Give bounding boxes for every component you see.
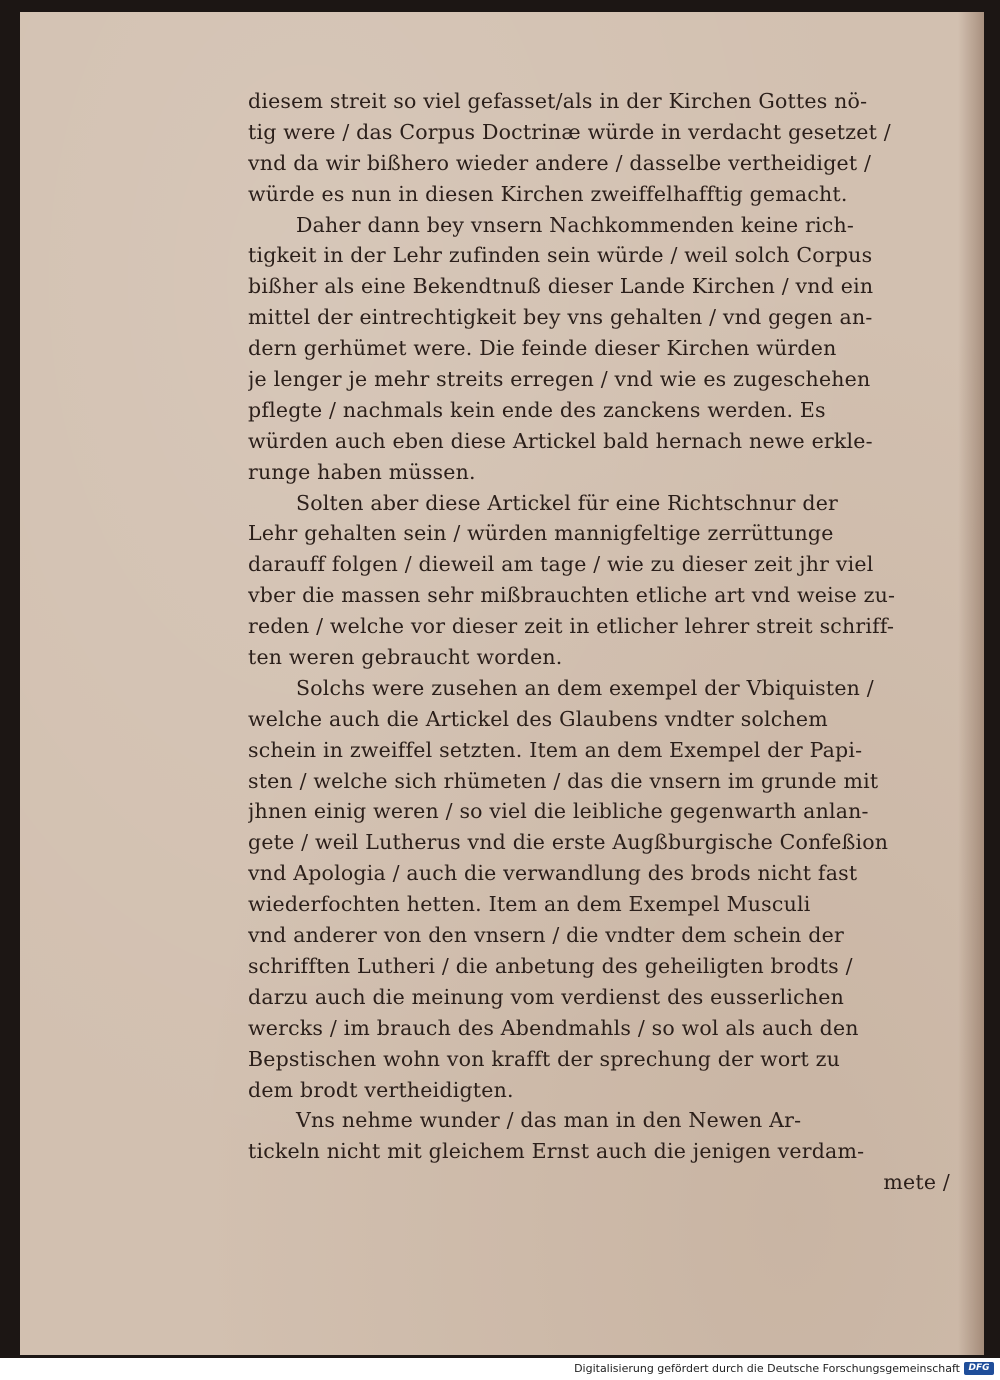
text-line: diesem streit so viel gefasset/als in der Kirchen Gottes nö-	[248, 89, 868, 113]
text-line: Bepstischen wohn von krafft der sprechung der wort zu	[248, 1046, 841, 1071]
text-line: bißher als eine Bekendtnuß dieser Lande Kirchen / vnd ein	[248, 274, 874, 299]
scanned-page	[20, 12, 984, 1355]
text-line: vnd Apologia / auch die verwandlung des brods nicht fast	[248, 861, 858, 886]
text-line: welche auch die Artickel des Glaubens vndter solchem	[248, 706, 828, 731]
text-line: mittel der eintrechtigkeit bey vns gehalten / vnd gegen an-	[248, 305, 873, 330]
text-line: runge haben müssen.	[248, 459, 476, 484]
text-line: schrifften Lutheri / die anbetung des geheiligten brodts /	[248, 953, 853, 978]
text-line: gete / weil Lutherus vnd die erste Augßburgische Confeßion	[248, 830, 889, 855]
text-line: Solchs were zusehen an dem exempel der Vbiquisten /	[296, 675, 874, 700]
text-line: darauff folgen / dieweil am tage / wie zu dieser zeit jhr viel	[248, 552, 874, 577]
text-line: dem brodt vertheidigten.	[248, 1077, 514, 1102]
text-line: tickeln nicht mit gleichem Ernst auch die jenigen verdam-	[248, 1139, 865, 1164]
text-line: je lenger je mehr streits erregen / vnd wie es zugeschehen	[248, 367, 871, 392]
page-text-block	[248, 86, 960, 1198]
text-line: tig were / das Corpus Doctrinæ würde in verdacht gesetzet /	[248, 119, 891, 144]
text-line: pflegte / nachmals kein ende des zanckens werden. Es	[248, 397, 826, 422]
text-line: Vns nehme wunder / das man in den Newen Ar-	[296, 1108, 802, 1133]
text-line: wercks / im brauch des Abendmahls / so wol als auch den	[248, 1015, 859, 1040]
text-line: würden auch eben diese Artickel bald hernach newe erkle-	[248, 428, 873, 453]
text-line: Solten aber diese Artickel für eine Richtschnur der	[296, 490, 839, 515]
text-line: schein in zweiffel setzten. Item an dem Exempel der Papi-	[248, 737, 863, 762]
text-line: ten weren gebraucht worden.	[248, 645, 563, 670]
text-line: vnd da wir bißhero wieder andere / dasselbe vertheidiget /	[248, 150, 872, 175]
dfg-logo[interactable]: DFG	[964, 1362, 994, 1375]
funding-credit: Digitalisierung gefördert durch die Deutsche Forschungsgemeinschaft	[574, 1362, 960, 1375]
page-edge-shadow	[958, 12, 984, 1355]
text-line: Daher dann bey vnsern Nachkommenden keine rich-	[296, 212, 855, 237]
text-line: sten / welche sich rhümeten / das die vnsern im grunde mit	[248, 768, 879, 793]
text-line: tigkeit in der Lehr zufinden sein würde / weil solch Corpus	[248, 243, 873, 268]
text-line: wiederfochten hetten. Item an dem Exempel Musculi	[248, 892, 811, 917]
text-line: darzu auch die meinung vom verdienst des eusserlichen	[248, 984, 845, 1009]
footer-bar	[0, 1358, 1000, 1380]
catchword: mete /	[883, 1170, 950, 1195]
text-line: würde es nun in diesen Kirchen zweiffelhafftig gemacht.	[248, 181, 848, 206]
text-line: dern gerhümet were. Die feinde dieser Kirchen würden	[248, 336, 837, 361]
text-line: vber die massen sehr mißbrauchten etliche art vnd weise zu-	[248, 583, 896, 608]
text-line: jhnen einig weren / so viel die leibliche gegenwarth anlan-	[248, 799, 869, 824]
text-line: vnd anderer von den vnsern / die vndter dem schein der	[248, 923, 844, 948]
text-line: reden / welche vor dieser zeit in etlicher lehrer streit schriff-	[248, 614, 895, 639]
text-line: Lehr gehalten sein / würden mannigfeltige zerrüttunge	[248, 521, 834, 546]
